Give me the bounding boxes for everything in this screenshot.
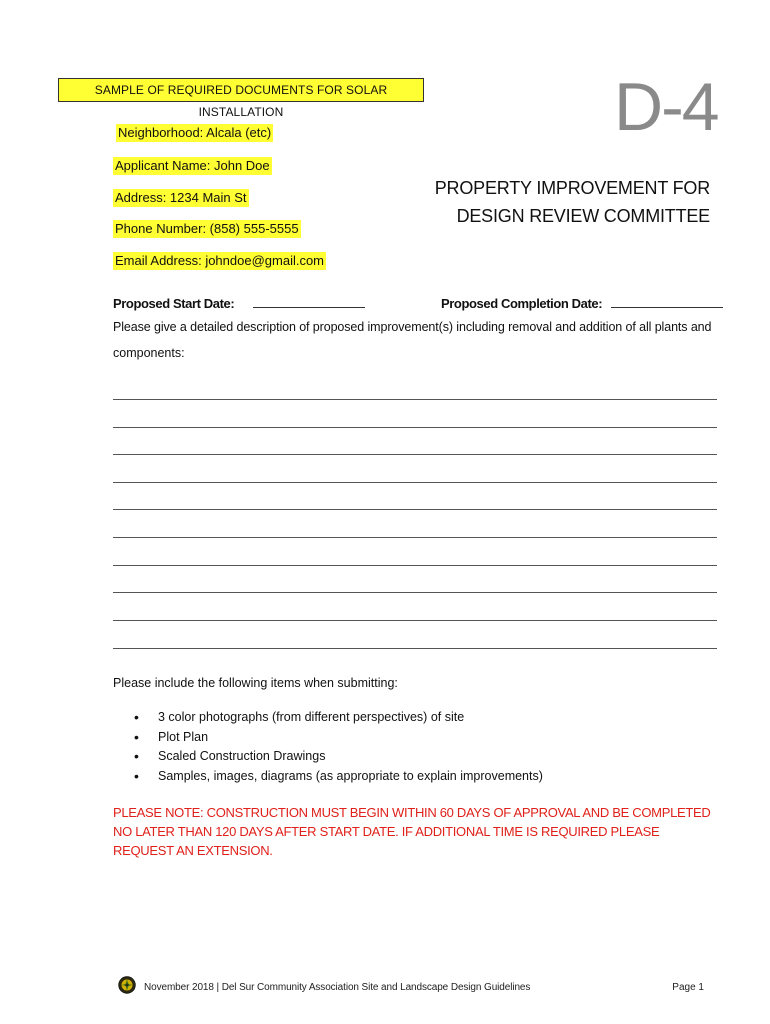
document-code: D-4	[614, 69, 718, 145]
description-line[interactable]	[113, 565, 717, 566]
list-item: • Scaled Construction Drawings	[134, 747, 543, 767]
list-item: • Plot Plan	[134, 728, 543, 748]
submission-items-heading: Please include the following items when submitting:	[113, 676, 398, 690]
description-line[interactable]	[113, 399, 717, 400]
neighborhood-field[interactable]: Neighborhood: Alcala (etc)	[118, 125, 272, 140]
completion-date-field[interactable]	[611, 295, 723, 308]
page-number: Page 1	[672, 982, 704, 993]
proposed-completion-date	[441, 295, 723, 313]
description-instructions-cont: components:	[113, 346, 185, 360]
applicant-name-field[interactable]: Applicant Name: John Doe	[115, 158, 270, 173]
page-footer	[118, 976, 708, 998]
phone-number-field[interactable]: Phone Number: (858) 555-5555	[115, 221, 299, 236]
sample-banner: SAMPLE OF REQUIRED DOCUMENTS FOR SOLAR INSTALLATION	[58, 78, 424, 102]
start-date-label: Proposed Start Date:	[113, 296, 235, 311]
form-title	[430, 174, 710, 230]
description-line[interactable]	[113, 427, 717, 428]
form-title-line-1: PROPERTY IMPROVEMENT FOR	[434, 178, 710, 198]
list-item: • 3 color photographs (from different perspectives) of site	[134, 708, 543, 728]
description-line[interactable]	[113, 648, 717, 649]
completion-date-label: Proposed Completion Date:	[441, 296, 603, 311]
list-item: • Samples, images, diagrams (as appropriate to explain improvements)	[134, 767, 543, 787]
submission-items-list	[134, 708, 543, 786]
construction-note: PLEASE NOTE: CONSTRUCTION MUST BEGIN WITHIN 60 DAYS OF APPROVAL AND BE COMPLETED NO LATER THAN 120 DAYS AFTER START DATE. IF ADDITIONAL TIME IS REQUIRED PLEASE REQUEST AN EXTENSION.	[113, 805, 711, 858]
proposed-start-date	[113, 295, 365, 313]
description-line[interactable]	[113, 482, 717, 483]
description-instructions: Please give a detailed description of proposed improvement(s) including removal and addition of all plants and	[113, 320, 712, 334]
description-line[interactable]	[113, 509, 717, 510]
start-date-field[interactable]	[253, 295, 365, 308]
footer-text: November 2018 | Del Sur Community Association Site and Landscape Design Guidelines	[144, 982, 531, 993]
description-line[interactable]	[113, 537, 717, 538]
description-line[interactable]	[113, 454, 717, 455]
address-field[interactable]: Address: 1234 Main St	[115, 190, 247, 205]
description-line[interactable]	[113, 592, 717, 593]
form-title-line-2: DESIGN REVIEW COMMITTEE	[456, 206, 710, 226]
email-address-field[interactable]: Email Address: johndoe@gmail.com	[115, 253, 325, 268]
association-logo-icon	[118, 976, 136, 994]
description-line[interactable]	[113, 620, 717, 621]
